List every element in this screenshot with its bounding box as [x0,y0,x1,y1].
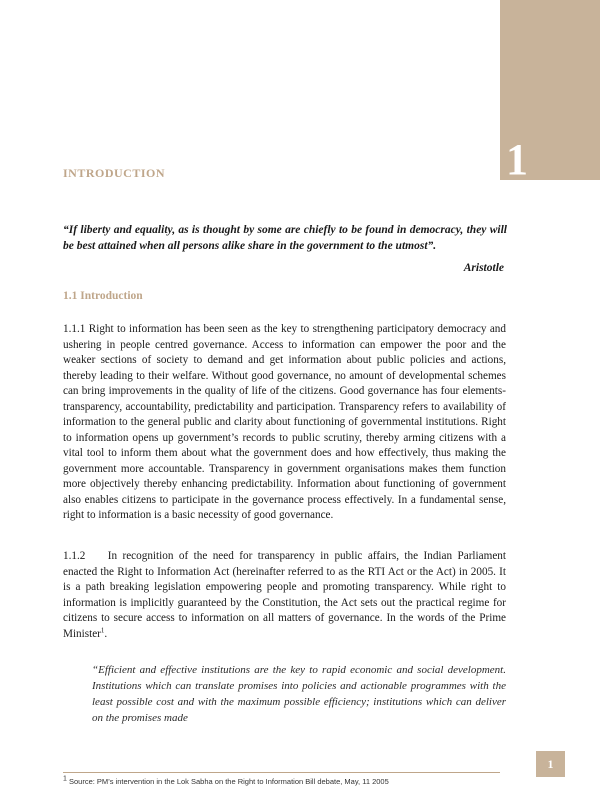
pm-quote: “Efficient and effective institutions are the key to rapid economic and social development. Institutions which can translate promises into policies and actionable programmes with the least possible cost and with the maximum possible efficiency; institutions which can deliver on the promises made [92,664,506,724]
footnote-text: Source: PM’s intervention in the Lok Sabha on the Right to Information Bill debate, May, 11 2005 [66,777,389,786]
chapter-number: 1 [506,135,528,184]
page-number: 1 [536,751,565,777]
paragraph-1-1-2-text: 1.1.2 In recognition of the need for transparency in public affairs, the Indian Parliament enacted the Right to Information Act (hereinafter referred to as the RTI Act or the Act) in 2005. It is a path breaking legislation empowering people and promoting transparency. While right to information is implicitly guaranteed by the Constitution, the Act sets out the practical regime for citizens to secure access to information on all matters of governance. In the words of the Prime Minister [63,550,506,640]
footnote [63,777,500,786]
footnote-divider [63,772,500,773]
paragraph-1-1-2: 1.1.2 In recognition of the need for transparency in public affairs, the Indian Parliament enacted the Right to Information Act (hereinafter referred to as the RTI Act or the Act) in 2005. It is a path breaking legislation empowering people and promoting transparency. While right to information is implicitly guaranteed by the Constitution, the Act sets out the practical regime for citizens to secure access to information on all matters of governance. In the words of the Prime Minister$^1$. [63,550,506,640]
epigraph-quote: “If liberty and equality, as is thought by some are chiefly to be found in democracy, they will be best attained when all persons alike share in the government to the utmost”. [63,224,507,252]
section-heading: 1.1 Introduction [63,290,143,302]
footnote-mark: 1 [63,775,67,783]
epigraph-author: Aristotle [463,262,504,274]
chapter-title: INTRODUCTION [63,166,166,180]
footnote-reference: 1 [100,625,105,634]
paragraph-1-1-1: 1.1.1 Right to information has been seen as the key to strengthening participatory democracy and ushering in people centred governance. Access to information can empower the poor and the weaker sections of society to demand and get information about public policies and actions, thereby leading to their welfare. Without good governance, no amount of developmental schemes can bring improvements in the quality of life of the citizens. Good governance has four elements- transparency, accountability, predictability and participation. Transparency refers to availability of information to the general public and clarity about functioning of governmental institutions. Right to information opens up government’s records to public scrutiny, thereby arming citizens with a vital tool to inform them about what the government does and how effectively, thus making the government more accountable. Transparency in government organisations makes them function more objectively thereby enhancing predictability. Information about functioning of government also enables citizens to participate in the governance process effectively. In a fundamental sense, right to information is a basic necessity of good governance. [63,323,506,521]
